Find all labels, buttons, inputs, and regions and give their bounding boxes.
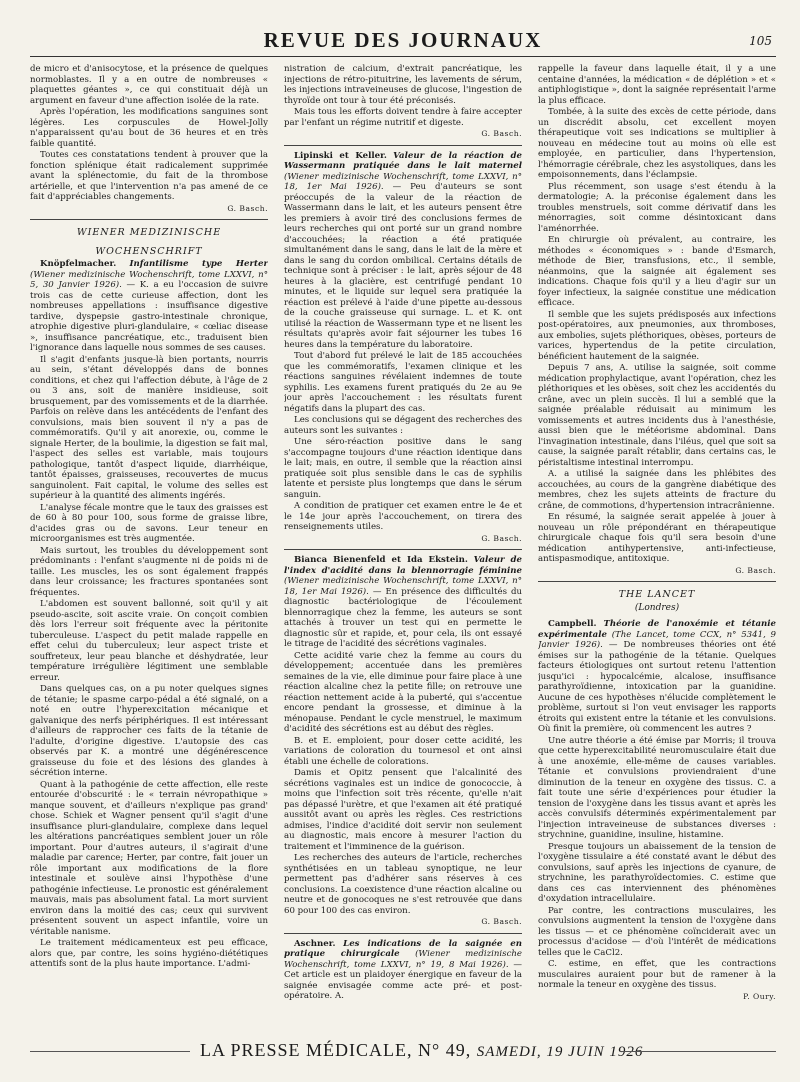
paragraph: Cette acidité varie chez la femme au cours du développement; accentuée dans les premières semaines de la vie, elle diminue pour faire place à une réaction alcaline chez la petite fille; on retrouve une réaction nettement acide à la puberté, qui s'accentue encore pendant la grossesse, et diminue à la ménopause. Pendant le cycle menstruel, le maximum d'acidité des sécrétions est au début des règles. <box>284 650 522 734</box>
paragraph: Tombée, à la suite des excès de cette période, dans un discrédit absolu, cet excellent moyen thérapeutique voit ses indications se multiplier à nouveau en médecine tout au moins où elle est employée, en particulier, dans l'hypertension, l'hémorragie cérébrale, chez les asystoliques, dans les empoisonnements, dans l'éclampsie. <box>538 107 776 180</box>
section-heading: WOCHENSCHRIFT <box>95 245 203 257</box>
paragraph: Après l'opération, les modifications sanguines sont légères. Les corpuscules de Howel-Jolly n'apparaissent qu'au bout de 36 heures et en très faible quantité. <box>30 107 268 149</box>
paragraph: A. a utilisé la saignée dans les phlébites des accouchées, au cours de la gangrène diabétique des membres, chez les sujets atteints de fracture du crâne, de commotions, d'hypertension intracrânienne. <box>538 469 776 511</box>
paragraph: En résumé, la saignée serait appelée à jouer à nouveau un rôle prépondérant en thérapeutique chirurgicale chaque fois qu'il sera besoin d'une médication antihypertensive, anti-infectieuse, antispasmodique, antitoxique. <box>538 512 776 564</box>
section-heading: WIENER MEDIZINISCHE <box>76 227 222 238</box>
header-rule <box>30 56 776 57</box>
signature: G. Basch. <box>481 129 522 138</box>
paragraph: Presque toujours un abaissement de la tension de l'oxygène tissulaire a été constaté avant le début des convulsions, sauf après les injections de cyanure, de strychnine, les parathyroïdectomies. C. estime que dans ces cas interviennent des phénomènes d'oxydation intracellulaire. <box>538 841 776 904</box>
paragraph: Plus récemment, son usage s'est étendu à la dermatologie; A. la préconise également dans les troubles menstruels, soit comme dérivatif dans les ménorragies, soit comme désintoxicant dans l'aménorrhée. <box>538 181 776 234</box>
article-reference: (The Lancet, tome CCX, n° 5341, 9 Janvier 1926). <box>538 629 776 650</box>
article-author: Knöpfelmacher. <box>40 259 117 269</box>
paragraph: L'abdomen est souvent ballonné, soit qu'il y ait pseudo-ascite, soit ascite vraie. On conçoit combien dès lors l'erreur soit fréquente avec la péritonite tuberculeuse. L'aspect du petit malade rappelle en effet celui du tuberculeux; leur aspect triste et souffreteux, leur peau blanche et déshydratée, leur température irrégulière légitiment une semblable erreur. <box>30 599 268 683</box>
article-knopfelmacher <box>30 259 268 354</box>
article-reference: (Wiener medizinische Wochenschrift, tome LXXVI, n° 18, 1er Mai 1926). <box>284 171 522 192</box>
paragraph: Le traitement médicamenteux est peu efficace, alors que, par contre, les soins hygiéno-diététiques attentifs sont de la plus haute importance. L'admi- <box>30 938 268 969</box>
text-columns <box>30 64 776 1034</box>
paragraph: Les recherches des auteurs de l'article, recherches synthétisées en un tableau synoptique, ne leur permettent pas d'adhérer sans réserves à ces conclusions. La coexistence d'une réaction alcaline ou neutre et de gonocoques ne s'est retrouvée que dans 60 pour 100 des cas environ. <box>284 853 522 916</box>
divider <box>538 581 776 582</box>
divider <box>30 219 268 220</box>
paragraph: A condition de pratiquer cet examen entre le 4e et le 14e jour après l'accouchement, on tirera des renseignements utiles. <box>284 501 522 532</box>
paragraph: Mais tous les efforts doivent tendre à faire accepter par l'enfant un régime nutritif et digeste. <box>284 107 522 128</box>
paragraph: Dans quelques cas, on a pu noter quelques signes de tétanie; le spasme carpo-pédal a été signalé, on a noté en outre l'hyperexcitation mécanique et galvanique des nerfs périphériques. Il est intéressant d'ailleurs de rapprocher ces faits de la tétanie de l'adulte, d'origine digestive. L'autopsie des cas observés par K. a montré une dégénérescence graisseuse du foie et des lésions des glandes à sécrétion interne. <box>30 684 268 778</box>
divider <box>284 145 522 146</box>
article-text: — K. a eu l'occasion de suivre trois cas de cette curieuse affection, dont les nombreuses appellations : insuffisance digestive tardive, dyspepsie gastro-intestinale chronique, atrophie digestive pluri-glandulaire, « cœliac disease », insuffisance pancréatique, etc., traduisent bien l'ignorance dans laquelle nous sommes de ses causes. <box>30 280 268 353</box>
paragraph: L'analyse fécale montre que le taux des graisses est de 60 à 80 pour 100, sous forme de graisse libre, d'acides gras ou de savons. Leur teneur en microorganismes est très augmentée. <box>30 502 268 544</box>
column-1 <box>30 64 268 1034</box>
paragraph: B. et E. emploient, pour doser cette acidité, les variations de coloration du tournesol et ont ainsi établi une échelle de colorations. <box>284 735 522 767</box>
article-title: Les indications de la saignée en pratique chirurgicale <box>284 938 522 959</box>
paragraph: Mais surtout, les troubles du développement sont prédominants : l'enfant s'augmente ni de poids ni de taille. Les muscles, les os sont également frappés dans leur croissance; les fractures spontanées sont fréquentes. <box>30 545 268 598</box>
page-footer <box>30 1040 776 1064</box>
article-reference: (Wiener medizinische Wochenschrift, tome LXXVI, n° 5, 30 Janvier 1926). <box>30 269 268 290</box>
paragraph: Une séro-réaction positive dans le sang s'accompagne toujours d'une réaction identique dans le lait; mais, en outre, il semble que la réaction ainsi pratiquée soit plus sensible dans le cas de syphilis latente et persiste plus longtemps que dans le sérum sanguin. <box>284 437 522 500</box>
section-subheading: (Londres) <box>634 602 680 613</box>
signature: G. Basch. <box>481 917 522 926</box>
paragraph: Une autre théorie a été émise par Morris; il trouva que cette hyperexcitabilité neuromusculaire était due à une anoxémie, elle-même de causes variables. Tétanie et convulsions proviendraient d'une diminution de la teneur en oxygène des tissus. C. a fait toute une série d'expériences pour étudier la tension de l'oxygène dans les tissus avant et après les accès convulsifs déterminés expérimentalement par l'injection intraveineuse de substances diverses : strychnine, guanidine, insuline, histamine. <box>538 735 776 840</box>
article-aschner <box>284 939 522 1002</box>
signature: G. Basch. <box>227 203 268 213</box>
article-bienenfeld-ekstein <box>284 555 522 650</box>
footer-rule-left <box>30 1051 190 1052</box>
article-campbell <box>538 619 776 735</box>
paragraph: de micro et d'anisocytose, et la présence de quelques normoblastes. Il y a en outre de nombreuses « plaquettes géantes », ce qui constituait déjà un argument en faveur d'une affection isolée de la rate. <box>30 64 268 106</box>
article-author: Campbell. <box>548 619 597 629</box>
paragraph: Les conclusions qui se dégagent des recherches des auteurs sont les suivantes : <box>284 415 522 436</box>
journal-name: LA PRESSE MÉDICALE, <box>200 1040 413 1060</box>
article-author: Bianca Bienenfeld et Ida Ekstein. <box>294 555 468 565</box>
divider <box>284 549 522 550</box>
article-lipinski-keller <box>284 151 522 351</box>
article-reference: (Wiener medizinische Wochenschrift, tome LXXVI, n° 19, 8 Mai 1926). <box>284 949 522 970</box>
issue-date: SAMEDI, 19 JUIN 1926 <box>476 1044 644 1060</box>
footer-rule-right <box>620 1051 776 1052</box>
paragraph: Il s'agit d'enfants jusque-là bien portants, nourris au sein, s'étant développés dans de bonnes conditions, et chez qui l'affection débute, à l'âge de 2 ou 3 ans, soit de manière insidieuse, soit brusquement, par des vomissements et de la diarrhée. Parfois on relève dans les antécédents de l'enfant des convulsions, mais bien souvent il n'y a pas de commémoratifs. Qu'il y ait anorexie, ou, comme le signale Herter, de la boulimie, la digestion se fait mal, l'aspect des selles est variable, mais toujours pathologique, tantôt d'aspect liquide, diarrhéique, tantôt épaisses, graisseuses, recouvertes de mucus sanguinolent. Fait capital, le volume des selles est supérieur à la quantité des aliments ingérés. <box>30 354 268 501</box>
paragraph: Toutes ces constatations tendent à prouver que la fonction splénique était radicalement supprimée avant la splénectomie, du fait de la thrombose artérielle, et que l'intervention n'a pas amené de ce fait d'appréciables changements. <box>30 150 268 202</box>
paragraph: En chirurgie où prévalent, au contraire, les méthodes « économiques » : bande d'Esmarch, méthode de Bier, transfusions, etc., il semble, néanmoins, que la saignée ait également ses indications. Chaque fois qu'il y a lieu d'agir sur un foyer infectieux, la saignée constitue une médication efficace. <box>538 235 776 308</box>
article-reference: (Wiener medizinische Wochenschrift, tome LXXVI, n° 18, 1er Mai 1926). <box>284 576 522 597</box>
divider <box>284 933 522 934</box>
article-title: Infantilisme type Herter <box>129 259 268 269</box>
article-author: Lipinski et Keller. <box>294 150 387 161</box>
column-3 <box>538 64 776 1034</box>
paragraph: Tout d'abord fut prélevé le lait de 185 accouchées que les commémoratifs, l'examen clinique et les réactions sanguines révélaient indemnes de toute syphilis. Les examens furent pratiqués du 2e au 9e jour après l'accouchement : les résultats furent négatifs dans la plupart des cas. <box>284 351 522 414</box>
section-heading: THE LANCET <box>618 589 696 600</box>
paragraph: Quant à la pathogénie de cette affection, elle reste entourée d'obscurité : le « terrain névropathique » manque souvent, et d'ailleurs n'explique pas grand' chose. Schiek et Wagner pensent qu'il s'agit d'une insuffisance pluri-glandulaire, complexe dans lequel les altérations pancréatiques semblent jouer un rôle important. Pour d'autres auteurs, il s'agirait d'une maladie par carence; Herter, par contre, fait jouer un rôle important aux modifications de la flore intestinale et soulève ainsi l'hypothèse d'une pathogénie infectieuse. Le pronostic est généralement mauvais, mais pas absolument fatal. La mort survient environ dans la moitié des cas; ceux qui survivent présentent souvent un aspect infantile, voire un véritable nanisme. <box>30 779 268 937</box>
signature: G. Basch. <box>481 533 522 543</box>
paragraph: Par contre, les contractions musculaires, les convulsions augmentent la tension de l'oxygène dans les tissus — et ce phénomène coïnciderait avec un processus d'acidose — d'où l'intérêt de médications telles que le CaCl2. <box>538 905 776 958</box>
issue-number: N° 49, <box>418 1040 472 1060</box>
paragraph: rappelle la faveur dans laquelle était, il y a une centaine d'années, la médication « de déplétion » et « antiphlogistique », dont la saignée représentait l'arme la plus efficace. <box>538 64 776 106</box>
column-2 <box>284 64 522 1034</box>
article-text: — En présence des difficultés du diagnostic bactériologique de l'écoulement blennorragique chez la femme, les auteurs se sont attachés à trouver un test qui en permette le diagnostic sûr et rapide, et, pour cela, ils ont essayé le titrage de l'acidité des sécrétions vaginales. <box>284 586 522 649</box>
paragraph: Damis et Opitz pensent que l'alcalinité des sécrétions vaginales est un indice de gonococcie, à moins que l'infection soit très récente, qu'elle n'ait pas dépassé l'urètre, et que l'examen ait été pratiqué aussitôt avant ou après les règles. Ces restrictions admises, l'indice d'acidité doit servir non seulement au diagnostic, mais encore à mesurer l'action du traitement et l'imminence de la guérison. <box>284 768 522 852</box>
article-text: — De nombreuses théories ont été émises sur la pathogénie de la tétanie. Quelques facteurs étiologiques ont surtout retenu l'attention jusqu'ici : hypocalcémie, alcalose, insuffisance parathyroïdienne, intoxication par la guanidine. Aucune de ces hypothèses n'élucide complètement le problème, surtout si l'on veut envisager les rapports étroits qui existent entre la tétanie et les convulsions. Où finit la première, où commencent les autres ? <box>538 640 776 734</box>
paragraph: C. estime, en effet, que les contractions musculaires auraient pour but de ramener à la normale la teneur en oxygène des tissus. <box>538 959 776 990</box>
page-header <box>30 28 776 54</box>
page-number: 105 <box>749 34 772 48</box>
paragraph: Depuis 7 ans, A. utilise la saignée, soit comme médication prophylactique, avant l'opération, chez les pléthoriques et les obèses, soit chez les accidentés du crâne, avec un plein succès. Il lui a semblé que la saignée préalable réduisait au minimum les vomissements et autres incidents dus à l'anesthésie, aussi bien que le météorisme abdominal. Dans l'invagination intestinale, dans l'iléus, quel que soit sa cause, la saignée paraît rétablir, dans certains cas, le péristaltisme intestinal interrompu. <box>538 363 776 468</box>
article-author: Aschner. <box>294 938 336 949</box>
paragraph: Il semble que les sujets prédisposés aux infections post-opératoires, aux pneumonies, aux thromboses, aux embolies, sujets pléthoriques, obèses, porteurs de varices, hypertendus de la petite circulation, bénéficient hautement de la saignée. <box>538 309 776 362</box>
signature: P. Oury. <box>743 991 776 1001</box>
article-title: Valeur de l'index d'acidité dans la blennorragie féminine <box>284 555 522 576</box>
article-title: Théorie de l'anoxémie et tétanie expérimentale <box>538 619 776 640</box>
article-title: Valeur de la réaction de Wassermann pratiquée dans le lait maternel <box>284 150 522 171</box>
paragraph: nistration de calcium, d'extrait pancréatique, les injections de rétro-pituitrine, les lavements de sérum, les injections intraveineuses de glucose, l'ingestion de thyroïde ont tour à tour été préconisés. <box>284 64 522 106</box>
article-text: — Peu d'auteurs se sont préoccupés de la valeur de la réaction de Wassermann dans le lait, et les auteurs pensent être les premiers à avoir tiré des conclusions fermes de leurs recherches qui ont porté sur un grand nombre d'accouchées; la réaction a été pratiquée simultanément dans le sang, dans le lait de la mère et dans le sang du cordon ombilical. Certains détails de technique sont à préciser : le lait, après séjour de 48 heures à la glacière, est centrifugé pendant 10 minutes, et le liquide sur lequel sera pratiquée la réaction est prélevé à l'aide d'une pipette au-dessous de la couche graisseuse qui surnage. L. et K. ont utilisé la réaction de Wassermann type et ne lisent les résultats qu'après avoir fait séjourner les tubes 16 heures dans la température du laboratoire. <box>284 182 522 350</box>
running-title: REVUE DES JOURNAUX <box>263 28 543 52</box>
article-text: — Cet article est un plaidoyer énergique en faveur de la saignée envisagée comme acte pré- et post-opératoire. A. <box>284 959 522 1001</box>
footer-text <box>200 1040 643 1061</box>
signature: G. Basch. <box>735 565 776 575</box>
